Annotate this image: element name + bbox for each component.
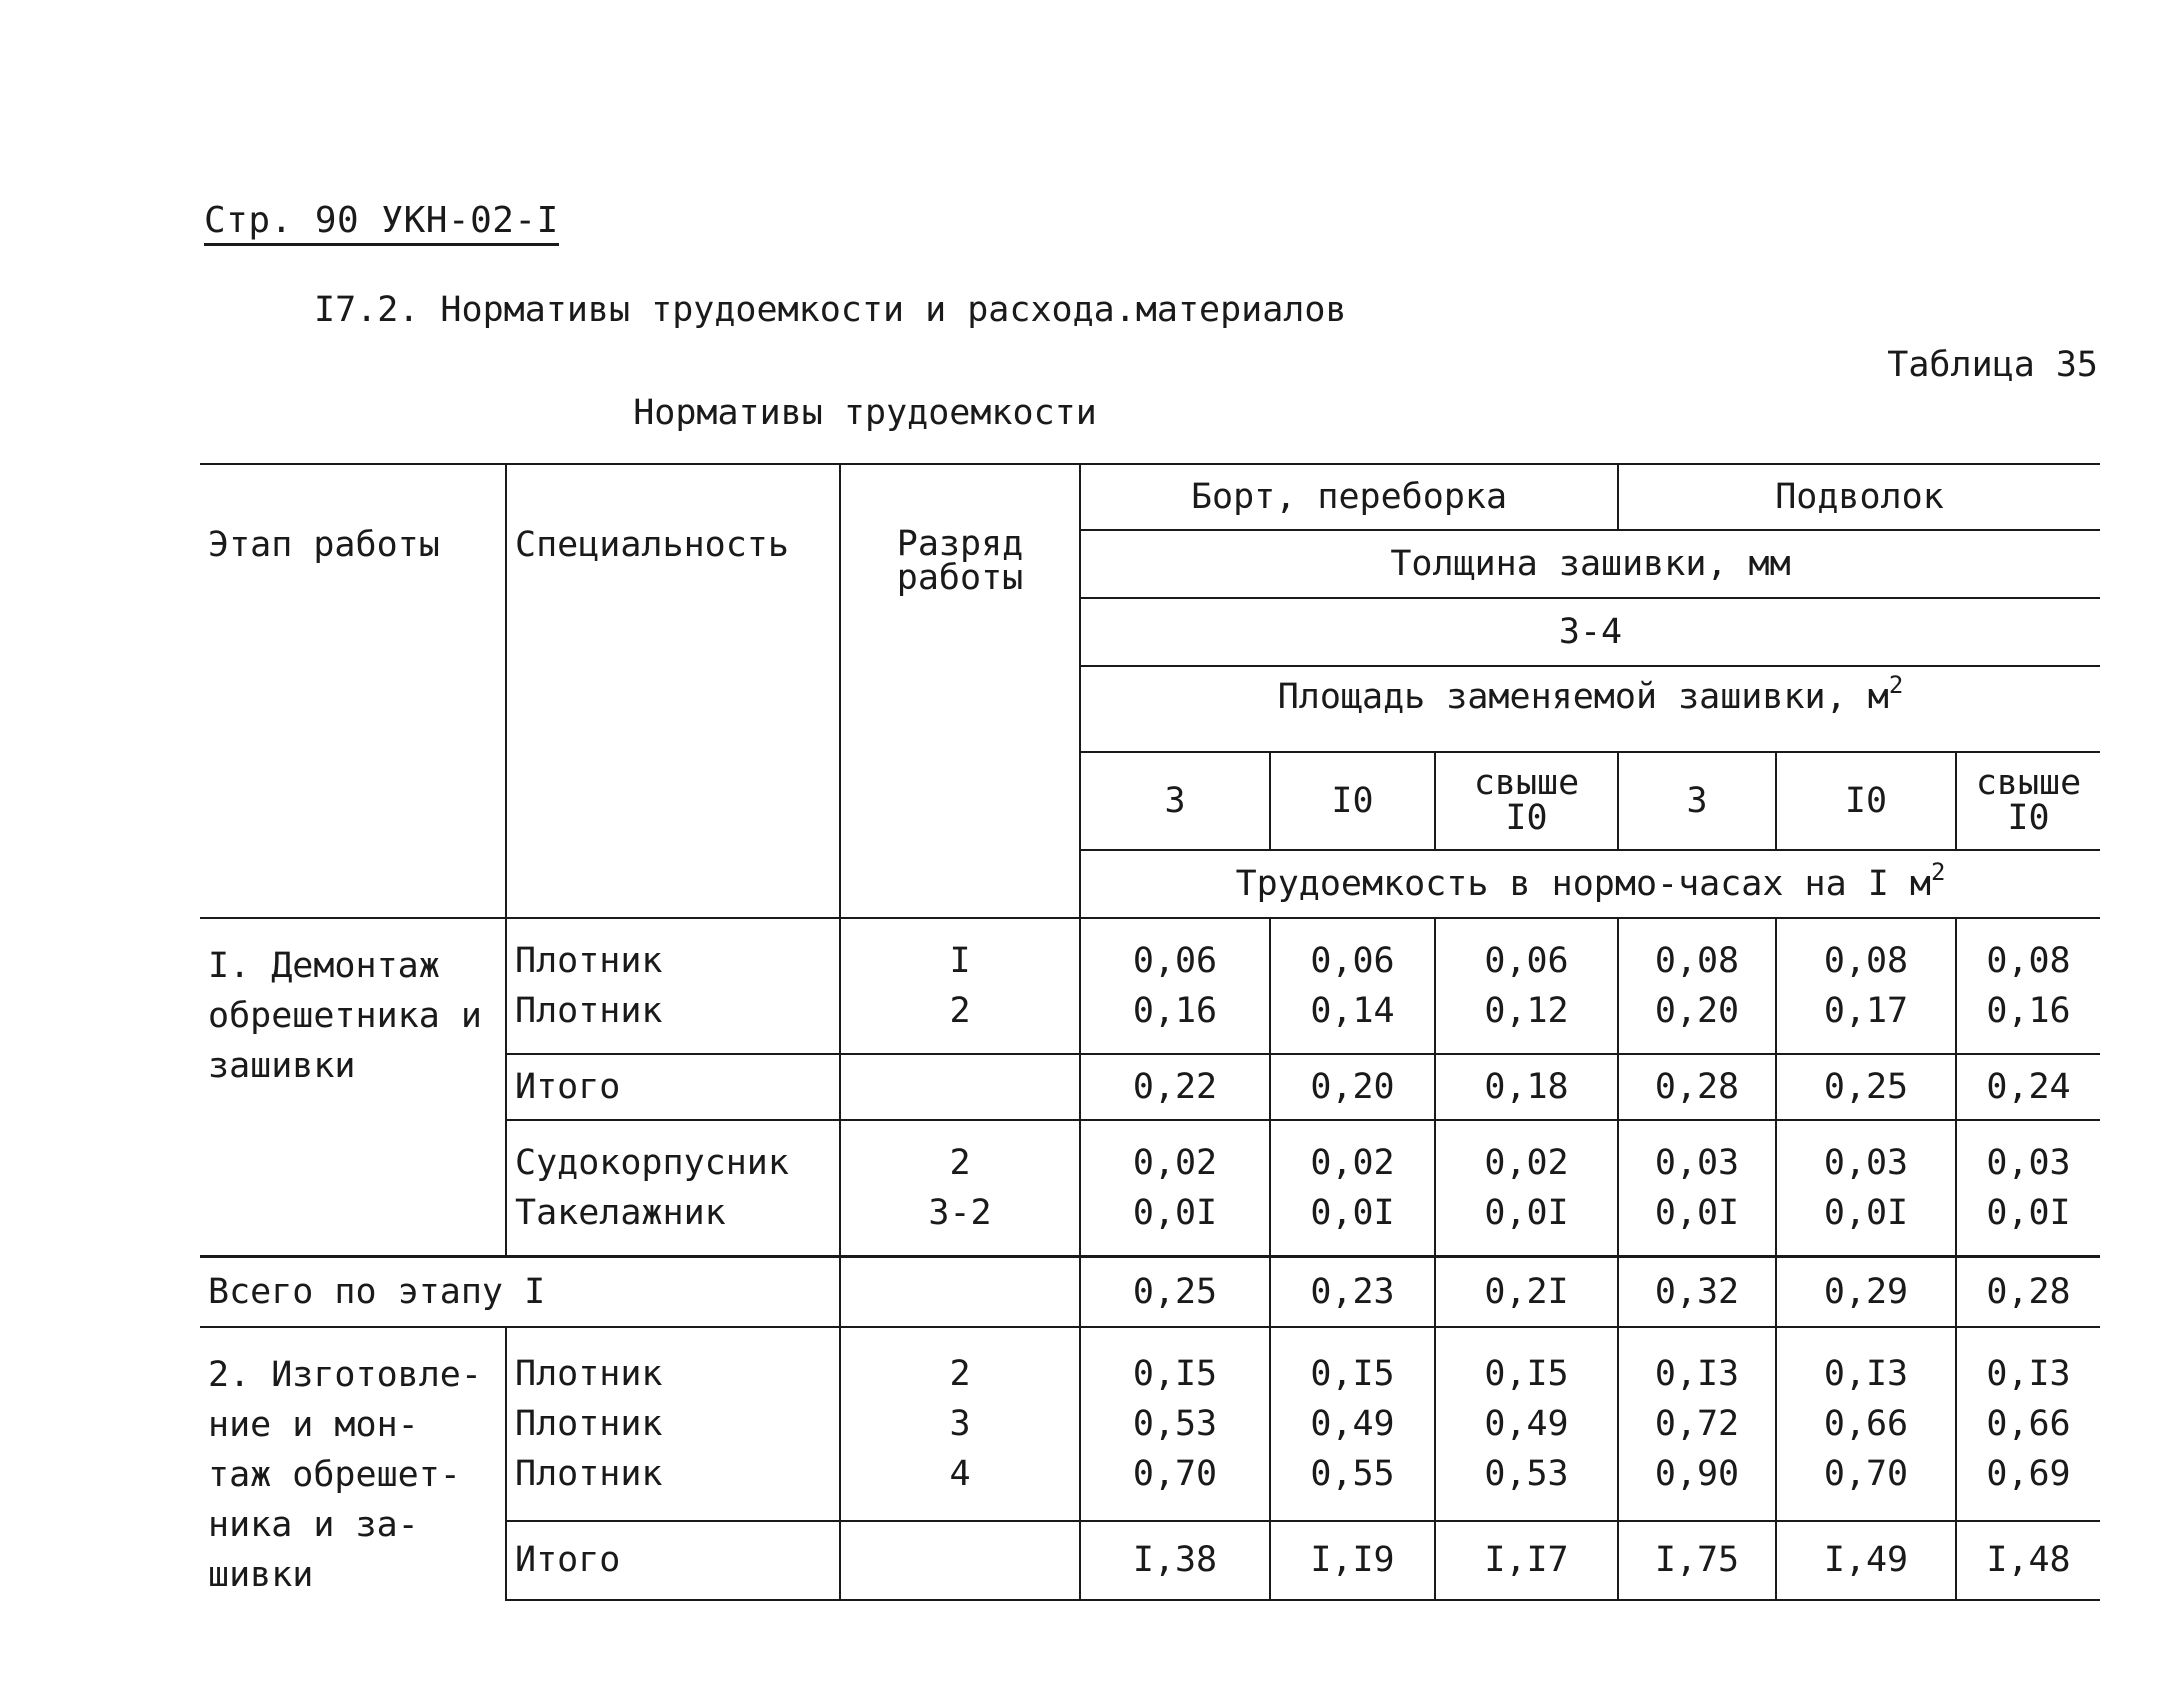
col-bort-3: 3: [1080, 752, 1270, 850]
table-cell: 0,25: [1080, 1257, 1270, 1328]
stage2-grades: 2 3 4: [840, 1327, 1080, 1521]
table-cell: 0,08 0,17: [1776, 918, 1956, 1054]
header-thickness-value: 3-4: [1080, 598, 2100, 666]
stage2-label: 2. Изготовле- ние и мон- таж обрешет- ника и за- шивки: [200, 1327, 506, 1600]
table-cell: 0,I5 0,49 0,55: [1270, 1327, 1435, 1521]
table-cell: 0,06 0,16: [1080, 918, 1270, 1054]
table-cell: 0,03 0,0I: [1956, 1120, 2100, 1257]
table-cell: 0,I5 0,53 0,70: [1080, 1327, 1270, 1521]
stage2-specialties: Плотник Плотник Плотник: [506, 1327, 840, 1521]
header-labor: Трудоемкость в нормо-часах на I $м^2$: [1080, 850, 2100, 918]
header-podvolok: Подволок: [1618, 464, 2100, 530]
table-cell: 0,I3 0,72 0,90: [1618, 1327, 1776, 1521]
table-cell: 0,18: [1435, 1054, 1618, 1120]
table-caption: Нормативы трудоемкости: [633, 393, 1097, 433]
table-cell: [840, 1054, 1080, 1120]
table-cell: I,I7: [1435, 1521, 1618, 1600]
labor-norms-table: [200, 463, 2100, 1601]
table-cell: 0,06 0,14: [1270, 918, 1435, 1054]
table-cell: 0,02 0,0I: [1270, 1120, 1435, 1257]
table-cell: 0,28: [1618, 1054, 1776, 1120]
page-reference: Стр. 90 УКН-02-I: [204, 200, 559, 246]
table-cell: 0,03 0,0I: [1618, 1120, 1776, 1257]
table-cell: 0,I5 0,49 0,53: [1435, 1327, 1618, 1521]
table-number: Таблица 35: [1887, 345, 2098, 385]
table-cell: 0,02 0,0I: [1435, 1120, 1618, 1257]
stage1-grades-a: I 2: [840, 918, 1080, 1054]
table-cell: 0,2I: [1435, 1257, 1618, 1328]
stage1-itogo-label: Итого: [506, 1054, 840, 1120]
table-cell: 0,20: [1270, 1054, 1435, 1120]
table-cell: 0,29: [1776, 1257, 1956, 1328]
table-cell: 0,03 0,0I: [1776, 1120, 1956, 1257]
table-cell: 0,25: [1776, 1054, 1956, 1120]
col-podvolok-3: 3: [1618, 752, 1776, 850]
table-cell: 0,24: [1956, 1054, 2100, 1120]
table-cell: I,49: [1776, 1521, 1956, 1600]
header-thickness: Толщина зашивки, мм: [1080, 530, 2100, 598]
table-cell: 0,08 0,20: [1618, 918, 1776, 1054]
table-cell: I,48: [1956, 1521, 2100, 1600]
table-cell: I,38: [1080, 1521, 1270, 1600]
table-cell: 0,32: [1618, 1257, 1776, 1328]
table-cell: [840, 1257, 1080, 1328]
table-cell: 0,23: [1270, 1257, 1435, 1328]
header-grade: Разряд работы: [840, 464, 1080, 918]
table-cell: 0,02 0,0I: [1080, 1120, 1270, 1257]
stage1-specialties-a: Плотник Плотник: [506, 918, 840, 1054]
stage2-itogo-label: Итого: [506, 1521, 840, 1600]
header-bort: Борт, переборка: [1080, 464, 1618, 530]
header-specialty: Специальность: [506, 464, 840, 918]
table-cell: 0,06 0,12: [1435, 918, 1618, 1054]
table-cell: 0,08 0,16: [1956, 918, 2100, 1054]
table-cell: [840, 1521, 1080, 1600]
header-stage: Этап работы: [200, 464, 506, 918]
col-bort-over-10: свыше I0: [1435, 752, 1618, 850]
table-cell: I,75: [1618, 1521, 1776, 1600]
stage1-specialties-b: Судокорпусник Такелажник: [506, 1120, 840, 1257]
col-podvolok-10: I0: [1776, 752, 1956, 850]
table-cell: 0,28: [1956, 1257, 2100, 1328]
stage1-total-label: Всего по этапу I: [200, 1257, 840, 1328]
stage1-label: I. Демонтаж обрешетника и зашивки: [200, 918, 506, 1257]
stage1-grades-b: 2 3-2: [840, 1120, 1080, 1257]
table-cell: 0,22: [1080, 1054, 1270, 1120]
col-bort-10: I0: [1270, 752, 1435, 850]
section-title: I7.2. Нормативы трудоемкости и расхода.материалов: [314, 290, 1347, 330]
table-cell: I,I9: [1270, 1521, 1435, 1600]
table-cell: 0,I3 0,66 0,69: [1956, 1327, 2100, 1521]
header-area: Площадь заменяемой зашивки, $м^2$: [1080, 666, 2100, 752]
table-cell: 0,I3 0,66 0,70: [1776, 1327, 1956, 1521]
col-podvolok-over-10: свыше I0: [1956, 752, 2100, 850]
